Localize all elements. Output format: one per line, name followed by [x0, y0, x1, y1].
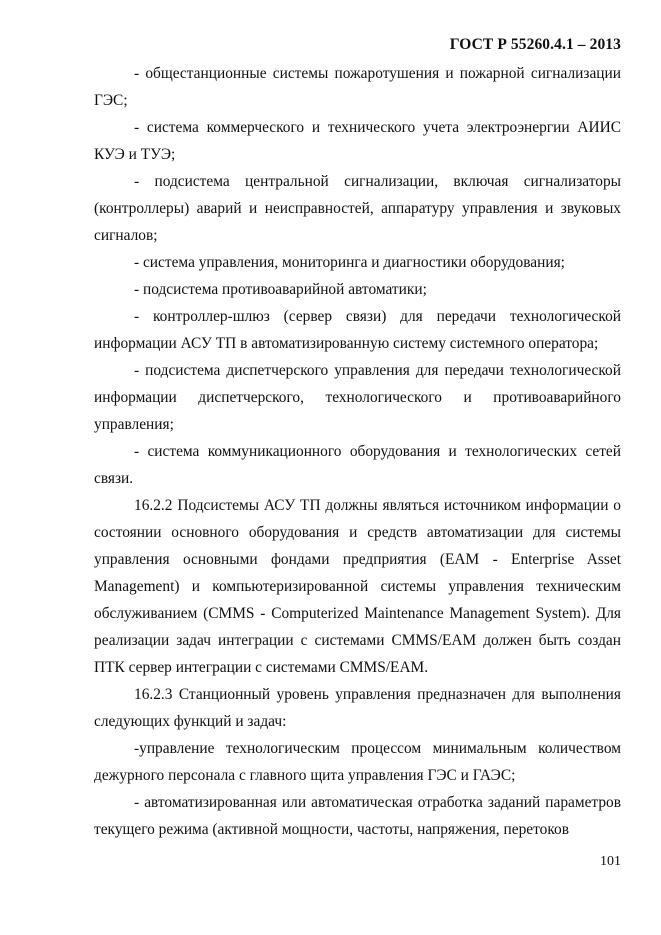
list-item-communication-system: - система коммуникационного оборудования и технологических сетей связи.	[94, 443, 621, 487]
document-body	[94, 60, 621, 843]
list-item-emergency-automation: - подсистема противоаварийной автоматики;	[134, 281, 427, 298]
list-item-monitoring-system: - система управления, мониторинга и диагностики оборудования;	[134, 254, 565, 271]
page-number: 101	[600, 854, 621, 869]
list-item-dispatch-subsystem: - подсистема диспетчерского управления для передачи технологической информации диспетчерского, технологического и противоаварийного управления;	[94, 362, 621, 433]
list-item-gateway-controller: - контроллер-шлюз (сервер связи) для передачи технологической информации АСУ ТП в автоматизированную систему системного оператора;	[94, 308, 621, 352]
document-header: ГОСТ Р 55260.4.1 – 2013	[449, 36, 621, 53]
clause-16-2-3: 16.2.3 Станционный уровень управления предназначен для выполнения следующих функций и задач:	[94, 686, 621, 730]
list-item-process-control: -управление технологическим процессом минимальным количеством дежурного персонала с главного щита управления ГЭС и ГАЭС;	[94, 740, 621, 784]
clause-16-2-2: 16.2.2 Подсистемы АСУ ТП должны являться источником информации о состоянии основного оборудования и средств автоматизации для системы управления основными фондами предприятия (ЕАМ - Enterprise Asset Management) и компьютеризированной системы управления техническим обслуживанием (CMMS - Computerized Maintenance Management System). Для реализации задач интеграции с системами CMMS/EAM должен быть создан ПТК сервер интеграции с системами CMMS/EAM.	[94, 497, 621, 676]
list-item-metering-system: - система коммерческого и технического учета электроэнергии АИИС КУЭ и ТУЭ;	[94, 119, 621, 163]
list-item-central-alarm: - подсистема центральной сигнализации, включая сигнализаторы (контроллеры) аварий и неисправностей, аппаратуру управления и звуковых сигналов;	[94, 173, 621, 244]
list-item-setpoint-processing: - автоматизированная или автоматическая отработка заданий параметров текущего режима (активной мощности, частоты, напряжения, перетоков	[94, 794, 621, 838]
list-item-fire-systems: - общестанционные системы пожаротушения и пожарной сигнализации ГЭС;	[94, 65, 621, 109]
